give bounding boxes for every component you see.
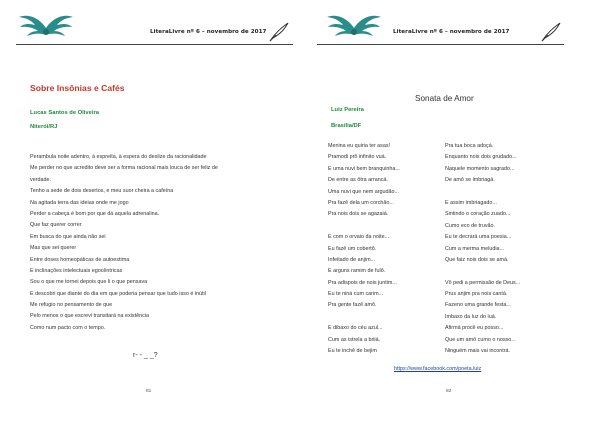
poem-line: Mas que sei querer [30,245,77,252]
poem-line: Menina eu quiria ter asas! [328,143,391,149]
poem-line: E arguns ramim de fulô. [328,268,386,275]
poem-line: Pra adispois de nois juntim... [328,279,397,286]
poem-line: Eu te inchê de bejim [328,348,377,355]
page-number: 82 [446,389,452,394]
poem-line: Enquanto nois dois grudado... [445,154,517,161]
poem-line: Que faiz nois dois se amá. [445,256,509,263]
poem-line: Pra gente fazê amô. [328,302,377,309]
poem-line: E inclinações intelectuais egocêntricas [30,267,123,274]
poem-line: De entre as ôtra arrancá. [328,177,388,184]
right-page [300,0,600,424]
poem-column-1 [328,141,400,357]
poem-line: Perder a cabeça é bom por que dá aquela adrenalina. [30,210,160,217]
poem-line: Eu te niná cum carim... [328,291,384,298]
signature-mark: r- - _ _? [133,352,158,359]
poem-line: Pra tua boca adoçá. [445,143,494,149]
poem-line: Infeitado de anjim... [328,256,376,263]
poem-line: E assim imbriagado... [445,199,497,206]
poem-line: Fazeno uma grande festa... [445,302,511,309]
poem-line: Cumo eco de truvão. [445,222,496,229]
poem-line: Eu te decrará uma poesia... [445,234,512,241]
header-rule [317,44,564,45]
poem-line: Prus anjim pra nois cantá. [445,291,508,298]
poem-line: Ninguém mais vai incontrá. [445,348,511,355]
poem-line: Vô pedi a permissão de Deus... [445,279,521,286]
stanza-gap [328,221,400,232]
header-text: LiteraLivre nº 6 – novembro de 2017 [393,29,510,35]
poem-line: Como num pacto com o tempo. [30,324,106,331]
poem-line: Eu fazê um cobertô. [328,245,377,252]
poem-line: Sou o que me tornei depois que li o que pensava [30,279,148,286]
quill-pen-icon [540,22,562,42]
poem-line: Uma nuvi que nem argudão... [328,188,400,195]
winged-logo-icon [18,8,74,42]
poem-line: verdade. [30,176,51,183]
author-name: Lucas Santos de Oliveira [30,110,99,116]
poem-line: Entre doses homeopáticas de autoestima [30,256,130,263]
poem-line: Perambula noite adentro, à espreita, à espera do deslize da racionalidade [30,154,207,160]
header-text: LiteraLivre nº 6 – novembro de 2017 [150,29,267,35]
quill-pen-icon [268,22,290,42]
poem-line: E com o orvaio da noite... [328,234,390,241]
author-name: Luiz Pereira [331,107,364,113]
author-place: Niterói/RJ [30,124,58,130]
poem-title: Sonata de Amor [415,94,474,103]
poem-line: Cum as istrela a briiá. [328,336,381,343]
poem-line: Tenho a sede de dois desertos, e meu suor cheira a cafeína [30,188,174,195]
poem-column-2 [445,141,520,357]
poem-line: E descobri que diante do dia em que poderia pensar que tudo isso é inútil [30,290,206,297]
poem-line: E uma nuvi bem branquinha... [328,165,400,172]
poem-line: Pramodi prô infinito vuá. [328,154,387,161]
poem-line: E dibaxo do céu azul... [328,325,383,332]
poem-line: Que um amô cumo o nosso... [445,336,516,343]
poem-line: Pra fazê dela um corchão... [328,199,394,206]
poem-line: Pra nois dois se agazaiá. [328,211,389,218]
poem-line: Em busca do que ainda não sei [30,233,106,240]
poem-line: Naquele momento sagrado... [445,165,515,172]
author-place: Brasília/DF [331,123,362,129]
facebook-link[interactable]: https://www.facebook.com/poeta.luiz [394,366,482,372]
poem-line: De amô se imbriagá. [445,177,495,184]
poem-body [30,152,218,334]
page-number: 81 [146,389,152,394]
poem-line: Pelo menos o que escrevi transitará na existência [30,313,149,320]
poem-line: Sintindo o coração zuado... [445,211,511,218]
winged-logo-icon [326,8,382,42]
stanza-gap [445,266,520,277]
poem-line: Me perder no que acredito deve ser a forma racional mais louca de ser feliz de [30,165,218,172]
stanza-gap [328,312,400,323]
poem-line: Na agitada terra das ideias onde me jogo [30,199,129,206]
poem-line: Que faz querer correr [30,222,82,229]
poem-line: Afirmá procê eu posso... [445,325,504,332]
stanza-gap [445,187,520,198]
poem-line: Cum a merma meludia... [445,245,505,252]
poem-line: Me refugio no pensamento de que [30,302,113,309]
poem-line: Imbaxo da luz do luá. [445,313,497,320]
header-rule [16,44,293,45]
poem-title: Sobre Insônias e Cafés [30,83,125,93]
